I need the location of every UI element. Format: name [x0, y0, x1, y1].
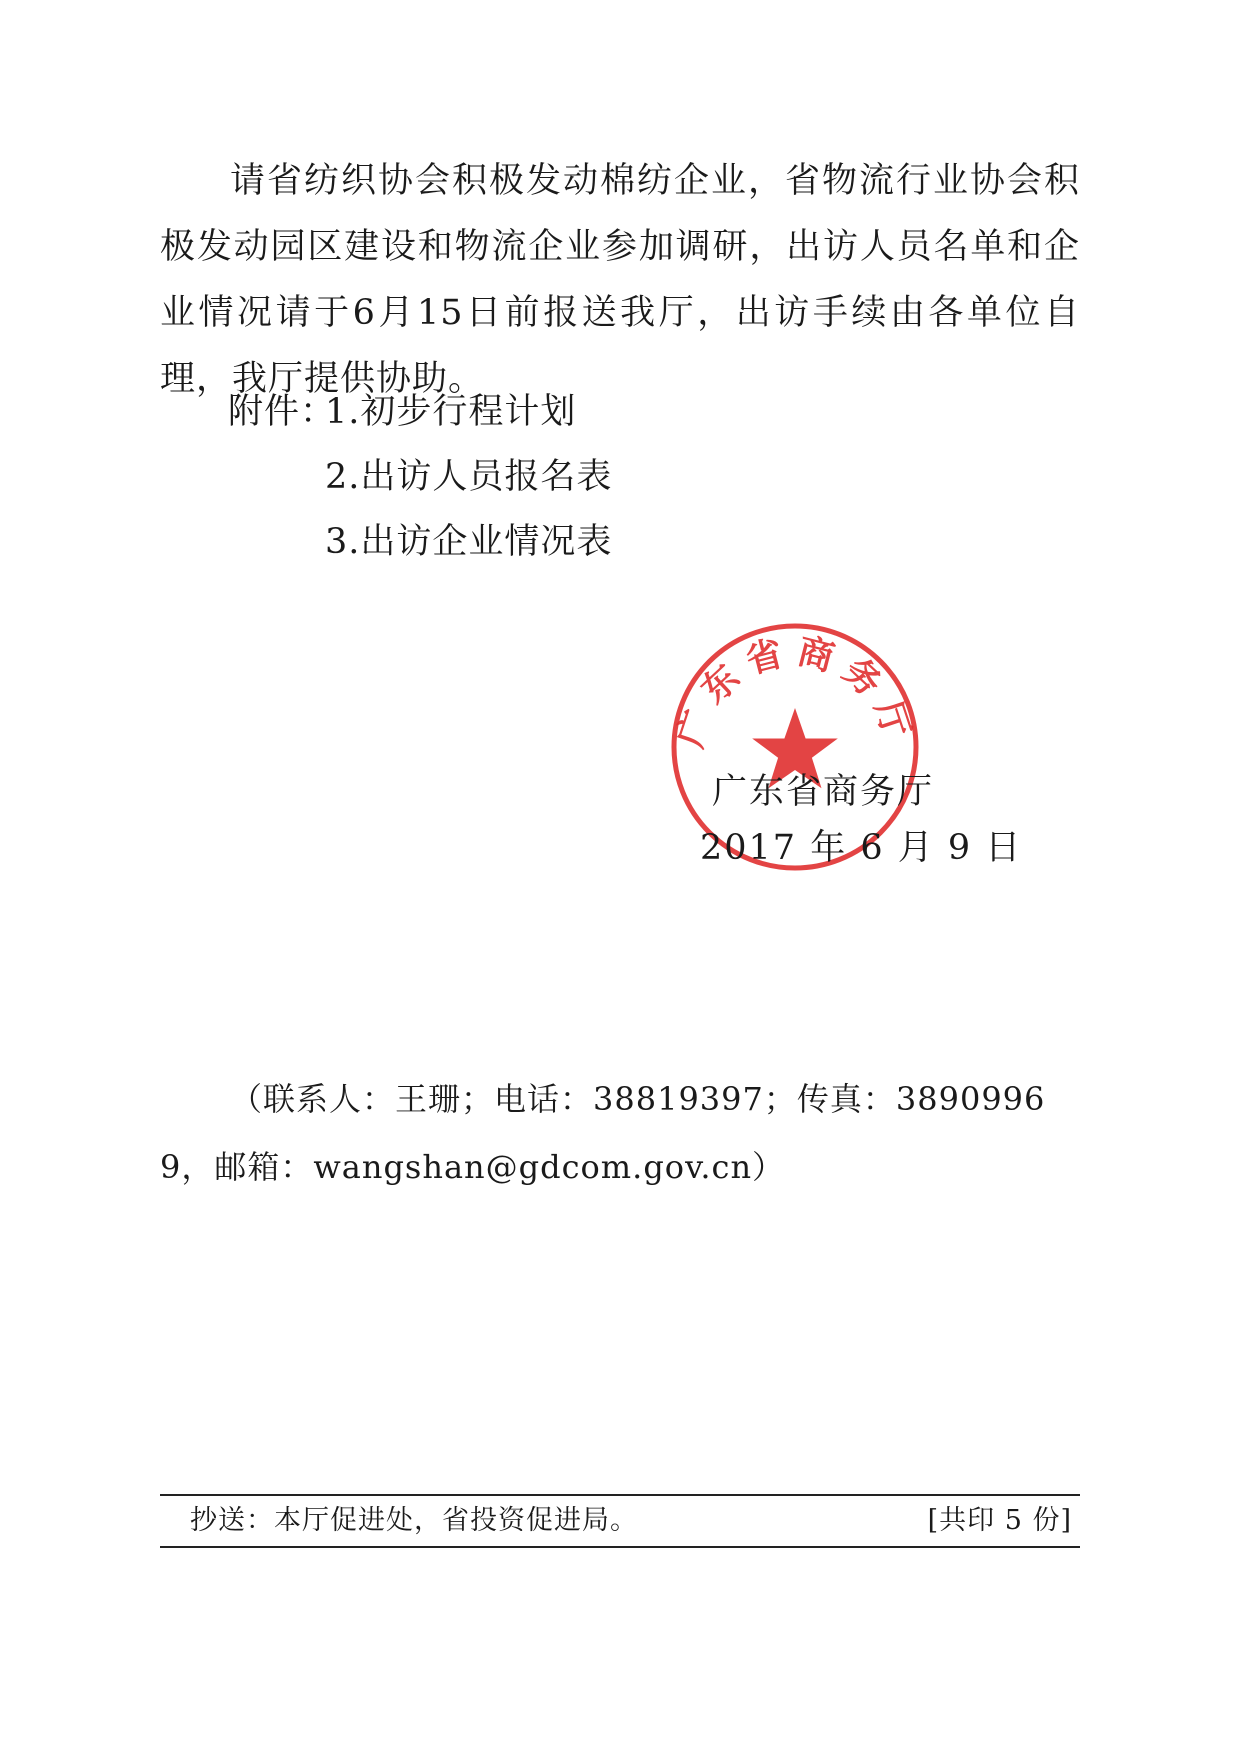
copies-count: [共印 5 份]: [927, 1505, 1072, 1536]
seal-text: 广东省商务厅: [669, 629, 921, 753]
attachment-item-1: 1.初步行程计划: [325, 392, 577, 432]
footer-top-rule: [160, 1494, 1080, 1496]
attachment-item-2: 2.出访人员报名表: [325, 457, 613, 497]
attachments-block: [228, 392, 336, 432]
contact-note: （联系人：王珊；电话：38819397；传真：38909969，邮箱：wangshan@gdcom.gov.cn）: [160, 1080, 1046, 1186]
footer-bottom-rule: [160, 1546, 1080, 1548]
signature-date: 2017 年 6 月 9 日: [700, 828, 1023, 868]
signature-org: 广东省商务厅: [712, 772, 935, 812]
cc-recipients: 抄送：本厅促进处，省投资促进局。: [190, 1505, 638, 1536]
attachment-item-3: 3.出访企业情况表: [325, 522, 613, 562]
attachments-label: 附件：: [228, 392, 337, 432]
body-paragraph: 请省纺织协会积极发动棉纺企业，省物流行业协会积极发动园区建设和物流企业参加调研，出访人员名单和企业情况请于6月15日前报送我厅，出访手续由各单位自理，我厅提供协助。: [160, 161, 1080, 399]
